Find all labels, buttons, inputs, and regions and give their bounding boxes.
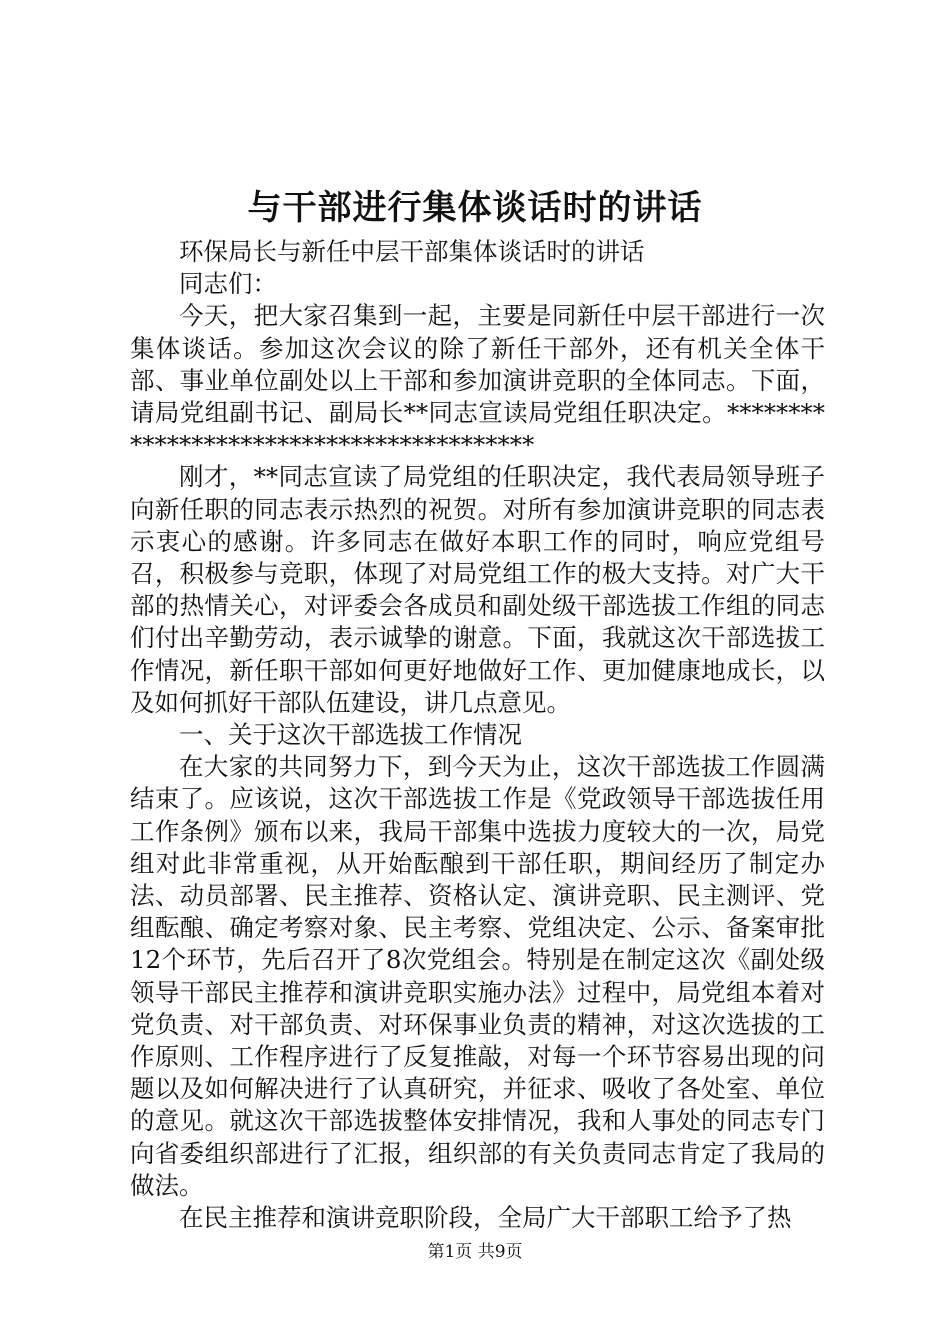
subtitle-paragraph: 环保局长与新任中层干部集体谈话时的讲话 (179, 237, 645, 266)
body-paragraph: 今天，把大家召集到一起，主要是同新任中层干部进行一次集体谈话。参加这次会议的除了新任干部外，还有机关全体干部、事业单位副处以上干部和参加演讲竞职的全体同志。下面，请局党组副书记、副局长**同志宣读局党组任职决定。***************************************** (130, 301, 825, 460)
salutation-paragraph: 同志们： (179, 269, 277, 299)
body-paragraph: 在民主推荐和演讲竞职阶段，全局广大干部职工给予了热 (179, 1203, 792, 1233)
body-paragraph: 刚才，**同志宣读了局党组的任职决定，我代表局领导班子向新任职的同志表示热烈的祝贺。对所有参加演讲竞职的同志表示衷心的感谢。许多同志在做好本职工作的同时，响应党组号召，积极参与竞职，体现了对局党组工作的极大支持。对广大干部的热情关心，对评委会各成员和副处级干部选拔工作组的同志们付出辛勤劳动，表示诚挚的谢意。下面，我就这次干部选拔工作情况，新任职干部如何更好地做好工作、更加健康地成长，以及如何抓好干部队伍建设，讲几点意见。 (130, 462, 825, 717)
page-number-footer: 第1页 共9页 (427, 1242, 523, 1262)
body-paragraph: 在大家的共同努力下，到今天为止，这次干部选拔工作圆满结束了。应该说，这次干部选拔工作是《党政领导干部选拔任用工作条例》颁布以来，我局干部集中选拔力度较大的一次，局党组对此非常重视，从开始酝酿到干部任职，期间经历了制定办法、动员部署、民主推荐、资格认定、演讲竞职、民主测评、党组酝酿、确定考察对象、民主考察、党组决定、公示、备案审批12个环节，先后召开了8次党组会。特别是在制定这次《副处级领导干部民主推荐和演讲竞职实施办法》过程中，局党组本着对党负责、对干部负责、对环保事业负责的精神，对这次选拔的工作原则、工作程序进行了反复推敲，对每一个环节容易出现的问题以及如何解决进行了认真研究，并征求、吸收了各处室、单位的意见。就这次干部选拔整体安排情况，我和人事处的同志专门向省委组织部进行了汇报，组织部的有关负责同志肯定了我局的做法。 (130, 752, 825, 1200)
section-heading: 一、关于这次干部选拔工作情况 (179, 720, 522, 750)
document-body (130, 236, 825, 1234)
document-title: 与干部进行集体谈话时的讲话 (247, 188, 703, 228)
